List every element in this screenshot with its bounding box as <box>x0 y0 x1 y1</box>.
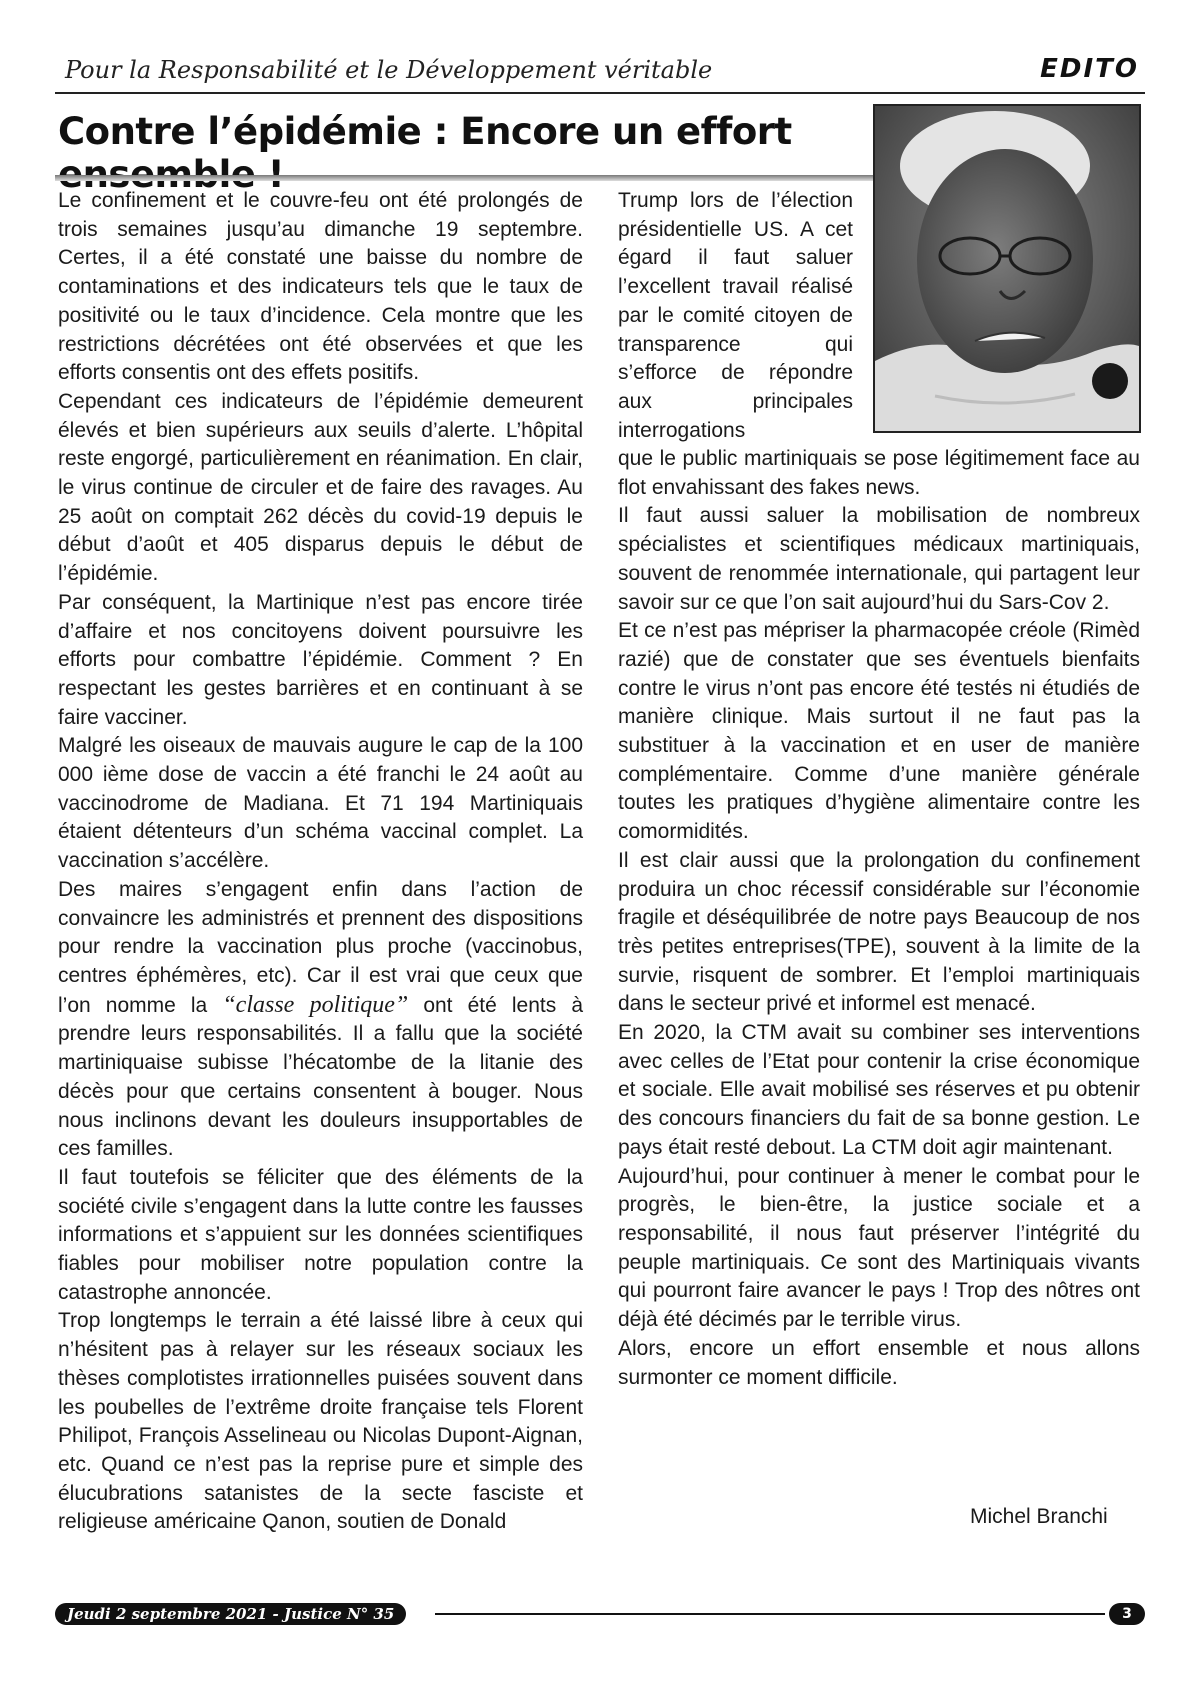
quoted-expression: “classe politique” <box>222 991 409 1018</box>
paragraph: Par conséquent, la Martinique n’est pas encore tirée d’affaire et nos concitoyens doivent poursuivre les efforts pour combattre l’épidémie. Comment ? En respectant les gestes barrières et en continuant à se faire vacciner. <box>58 590 583 729</box>
paragraph <box>58 876 583 1164</box>
paragraph: Trop longtemps le terrain a été laissé libre à ceux qui n’hésitent pas à relayer sur les réseaux sociaux les thèses complotistes irrationnelles puisées souvent dans les poubelles de l’extrême droite française tels Florent Philipot, François Asselineau ou Nicolas Dupont-Aignan, etc. Quand ce n’est pas la reprise pure et simple des élucubrations satanistes de la secte fasciste et religieuse américaine Qanon, soutien de Donald <box>58 1309 583 1534</box>
paragraph: Il est clair aussi que la prolongation du confinement produira un choc récessif considérable sur l’économie fragile et déséquilibrée de notre pays Beaucoup de nos très petites entreprises(TPE), souvent à la limite de la survie, risquent de sombrer. Et l’emploi martiniquais dans le secteur privé et informel est menacé. <box>618 848 1140 1016</box>
paragraph: Il faut aussi saluer la mobilisation de nombreux spécialistes et scientifiques médicaux martiniquais, souvent de renommée internationale, qui partagent leur savoir sur ce que l’on sait aujourd’hui du Sars-Cov 2. <box>618 504 1140 614</box>
paragraph: Trump lors de l’élection présidentielle US. A cet égard il faut saluer l’excellent travail réalisé par le comité citoyen de transparence qui s’efforce de répondre aux principales interrogations <box>618 189 853 442</box>
paragraph: Aujourd’hui, pour continuer à mener le combat pour le progrès, le bien-être, la justice sociale et a responsabilité, il nous faut préserver l’intégrité du peuple martiniquais. Ce sont des Martiniquais vivants qui pourront faire avancer le pays ! Trop des nôtres ont déjà été décimés par le terrible virus. <box>618 1164 1140 1332</box>
footer-rule <box>435 1613 1105 1615</box>
article-column-3 <box>618 445 1140 1392</box>
article-headline: Contre l’épidémie : Encore un effort <box>58 110 792 153</box>
paragraph: Cependant ces indicateurs de l’épidémie demeurent élevés et bien supérieurs aux seuils d’alerte. L’hôpital reste engorgé, particulièrement en réanimation. En clair, le virus continue de circuler et de faire des ravages. Au 25 août on comptait 262 décès du covid-19 depuis le début d’août et 405 disparus depuis le début de l’épidémie. <box>58 389 583 586</box>
paragraph: Alors, encore un effort ensemble et nous allons surmonter ce moment difficile. <box>618 1336 1140 1389</box>
paragraph: En 2020, la CTM avait su combiner ses interventions avec celles de l’Etat pour contenir la crise économique et sociale. Elle avait mobilisé ses réserves et pu obtenir des concours financiers du fait de sa bonne gestion. Le pays était resté debout. La CTM doit agir maintenant. <box>618 1021 1140 1159</box>
section-label: EDITO <box>1040 54 1139 84</box>
paragraph: Malgré les oiseaux de mauvais augure le cap de la 100 000 ième dose de vaccin a été franchi le 24 août au vaccinodrome de Madiana. Et 71 194 Martiniquais étaient détenteurs d’un schéma vaccinal complet. La vaccination s’accélère. <box>58 734 583 873</box>
issue-label: Jeudi 2 septembre 2021 - Justice N° 35 <box>55 1603 406 1625</box>
author-portrait-image <box>875 106 1139 431</box>
page-footer <box>55 1603 1145 1625</box>
paragraph-text: Des maires s’engagent enfin dans l’action de convaincre les administrés et prennent des dispositions pour rendre la vaccination plus proche (vaccinobus, centres éphémères, etc). Car il est vrai que ceux que l’on nomme la <box>58 877 583 1017</box>
paragraph: Le confinement et le couvre-feu ont été prolongés de trois semaines jusqu’au dimanche 19 septembre. Certes, il a été constaté une baisse du nombre de contaminations et des indicateurs tels que le taux de positivité ou le taux d’incidence. Cela montre que les restrictions décrétées ont été observées et que les efforts consentis ont des effets positifs. <box>58 189 583 385</box>
article-column-1 <box>58 187 583 1537</box>
page-number: 3 <box>1109 1603 1145 1625</box>
masthead-tagline: Pour la Responsabilité et le Développement véritable <box>65 56 713 84</box>
headline-rule <box>55 175 880 181</box>
author-photo <box>873 104 1141 433</box>
article-column-2 <box>618 187 853 445</box>
paragraph-text: ont été lents à prendre leurs responsabilités. Il a fallu que la société martiniquaise subisse l’hécatombe de la litanie des décès pour que certains consentent à bouger. Nous nous inclinons devant les douleurs insupportables de ces familles. <box>58 993 583 1161</box>
author-signature: Michel Branchi <box>970 1505 1108 1528</box>
paragraph: que le public martiniquais se pose légitimement face au flot envahissant des fakes news. <box>618 447 1140 499</box>
masthead <box>55 50 1145 94</box>
paragraph: Il faut toutefois se féliciter que des éléments de la société civile s’engagent dans la lutte contre les fausses informations et s’appuient sur les données scientifiques fiables pour mobiliser notre population contre la catastrophe annoncée. <box>58 1165 583 1304</box>
paragraph: Et ce n’est pas mépriser la pharmacopée créole (Rimèd razié) que de constater que ses éventuels bienfaits contre le virus n’ont pas encore été testés ni étudiés de manière clinique. Mais surtout il ne faut pas la substituer à la vaccination et en user de manière complémentaire. Comme d’une manière générale toutes les pratiques d’hygiène alimentaire contre les comormidités. <box>618 619 1140 844</box>
